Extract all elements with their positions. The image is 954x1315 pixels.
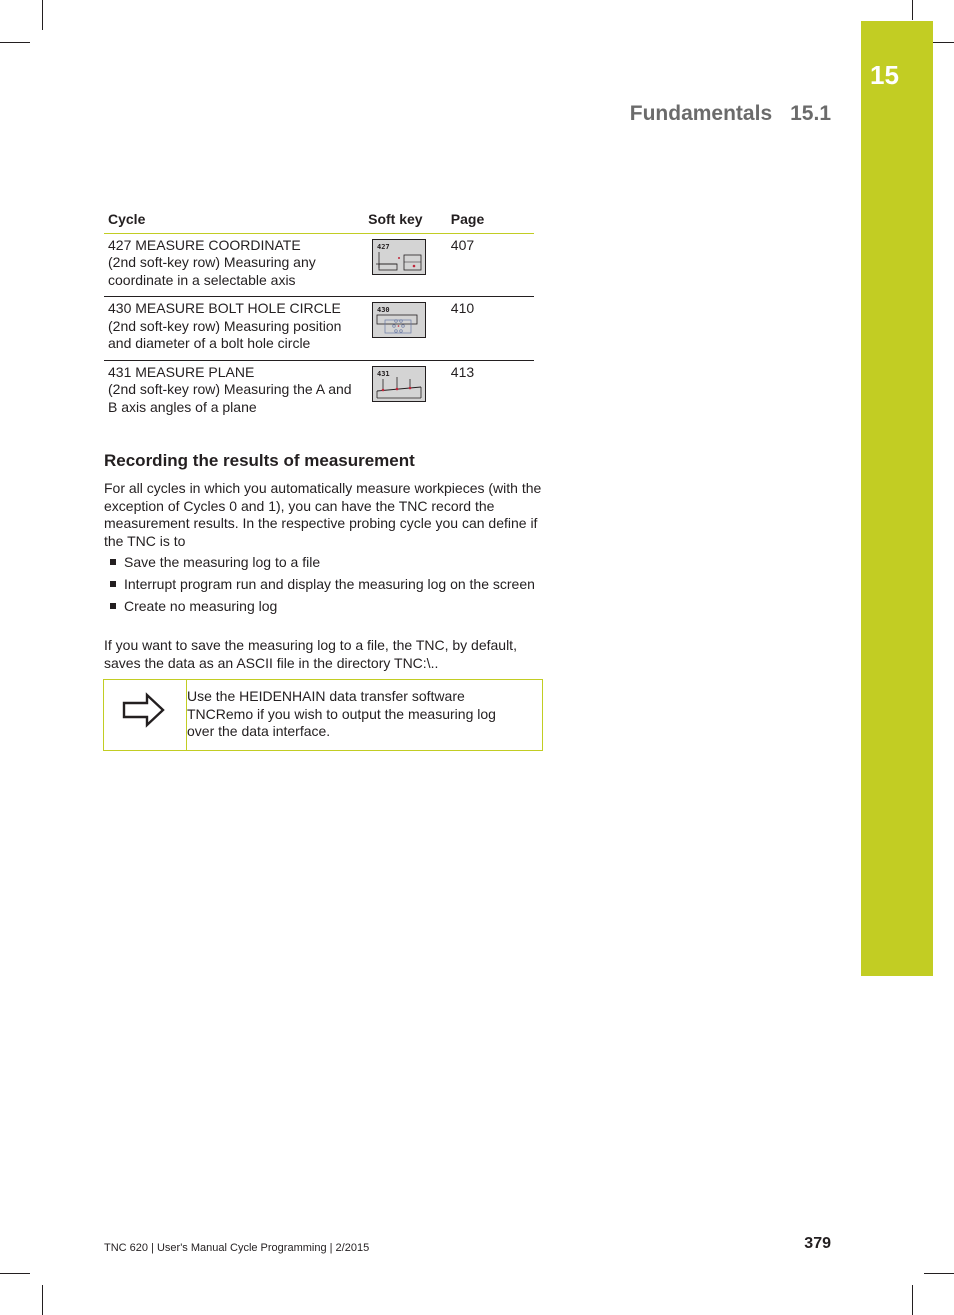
page-cell: 413 xyxy=(450,363,475,380)
softkey-cell xyxy=(364,297,447,361)
table-row xyxy=(104,360,534,423)
list-item-text: Interrupt program run and display the measuring log on the screen xyxy=(124,576,535,592)
footer-text: TNC 620 | User's Manual Cycle Programming | 2/2015 xyxy=(104,1242,370,1254)
softkey-label: 427 xyxy=(377,242,390,251)
note-icon-cell xyxy=(104,680,187,750)
note-text: Use the HEIDENHAIN data transfer software TNCRemo if you wish to output the measuring log over the data interface. xyxy=(187,688,496,739)
list-item-text: Create no measuring log xyxy=(124,598,278,614)
cycle-description: (2nd soft-key row) Measuring any coordinate in a selectable axis xyxy=(108,254,316,288)
column-header-softkey: Soft key xyxy=(364,208,447,233)
bullet-list xyxy=(104,554,544,620)
running-head-section: 15.1 xyxy=(790,102,831,125)
chapter-number: 15 xyxy=(870,60,899,90)
softkey-cell xyxy=(364,233,447,297)
list-item xyxy=(104,554,544,572)
crop-mark xyxy=(924,1273,954,1274)
cycle-title: 430 MEASURE BOLT HOLE CIRCLE xyxy=(108,300,341,316)
cycle-cell xyxy=(104,297,364,361)
note-box xyxy=(103,679,543,751)
list-item-text: Save the measuring log to a file xyxy=(124,554,321,570)
crop-mark xyxy=(912,0,913,20)
crop-mark xyxy=(42,1285,43,1315)
list-item xyxy=(104,576,544,594)
softkey-label: 431 xyxy=(377,369,390,378)
crop-mark xyxy=(0,42,30,43)
cycle-cell xyxy=(104,233,364,297)
chapter-tab xyxy=(861,21,933,976)
running-head xyxy=(630,102,831,126)
arrow-right-icon xyxy=(121,690,167,730)
measure-plane-icon[interactable] xyxy=(372,366,426,402)
section-title: Recording the results of measurement xyxy=(104,451,415,470)
cycle-description: (2nd soft-key row) Measuring position and diameter of a bolt hole circle xyxy=(108,317,342,351)
crop-mark xyxy=(0,1273,30,1274)
softkey-cell xyxy=(364,360,447,423)
page-number: 379 xyxy=(804,1235,831,1252)
table-header-row xyxy=(104,208,534,233)
bullet-icon xyxy=(110,603,116,609)
measure-coordinate-icon[interactable] xyxy=(372,239,426,275)
list-item xyxy=(104,598,544,616)
crop-mark xyxy=(912,1285,913,1315)
running-head-title: Fundamentals xyxy=(629,102,773,125)
cycle-cell xyxy=(104,360,364,423)
page-cell: 410 xyxy=(447,297,534,361)
bullet-icon xyxy=(110,581,116,587)
bolt-hole-circle-icon[interactable] xyxy=(372,302,426,338)
table-row xyxy=(104,233,534,297)
intro-paragraph: For all cycles in which you automatically measure workpieces (with the exception of Cycles 0 and 1), you can have the TNC record the measurement results. In the respective probing cycle you can define if the TNC is to xyxy=(104,480,542,549)
cycle-table xyxy=(104,208,534,423)
page-cell: 407 xyxy=(447,233,534,297)
table-row xyxy=(104,297,534,361)
cycle-title: 427 MEASURE COORDINATE xyxy=(108,236,301,253)
column-header-cycle: Cycle xyxy=(104,208,364,233)
bullet-icon xyxy=(110,559,116,565)
after-paragraph: If you want to save the measuring log to a file, the TNC, by default, saves the data as an ASCII file in the directory TNC:\.. xyxy=(104,637,517,671)
crop-mark xyxy=(42,0,43,30)
cycle-description: (2nd soft-key row) Measuring the A and B axis angles of a plane xyxy=(108,381,352,415)
column-header-page: Page xyxy=(447,208,534,233)
cycle-title: 431 MEASURE PLANE xyxy=(108,363,255,380)
softkey-label: 430 xyxy=(377,306,390,314)
